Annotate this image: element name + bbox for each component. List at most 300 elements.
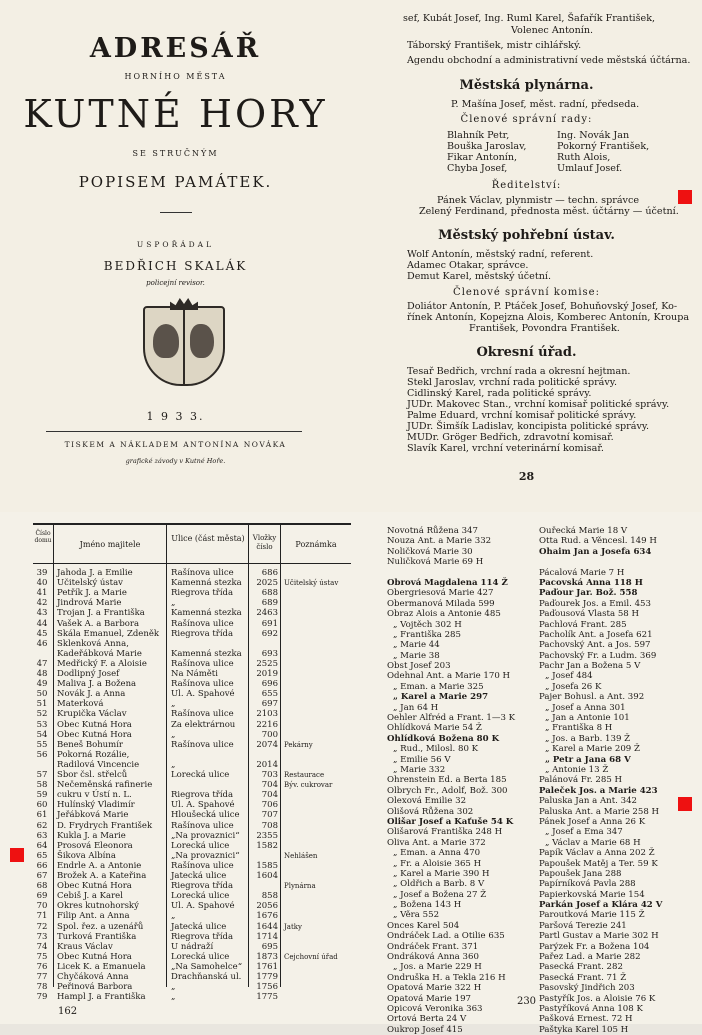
- index-entry: Papierkovská Marie 154: [539, 889, 645, 900]
- cell-house-no: 61: [36, 810, 48, 821]
- cell-deposit: 692: [261, 628, 278, 639]
- column-rule: [166, 525, 167, 987]
- column-rule: [280, 525, 281, 987]
- index-entry: „ Josef a Anna 301: [545, 702, 626, 713]
- index-entry: Nouza Ant. a Marie 332: [387, 536, 492, 547]
- cell-street: Kamenná stezka: [171, 578, 242, 589]
- index-entry: Paroutková Marie 115 Ž: [539, 910, 645, 921]
- title-line-2: HORNÍHO MĚSTA: [124, 72, 227, 81]
- cell-deposit: 704: [261, 790, 278, 801]
- cell-deposit: 700: [261, 729, 278, 740]
- cell-street: Lorecká ulice: [171, 840, 230, 851]
- index-entry: Ohlídková Božena 80 K: [387, 733, 500, 744]
- cell-street: Rašínova ulice: [171, 709, 234, 720]
- index-entry: Ondráček Frant. 371: [387, 941, 479, 952]
- cell-house-no: 49: [36, 679, 48, 690]
- index-entry: Paršová Terezie 241: [539, 920, 627, 931]
- table-rule: [33, 563, 351, 564]
- cell-house-no: 51: [36, 699, 48, 710]
- cell-owner: Kukla J. a Marie: [57, 830, 126, 841]
- cell-street: Ul. A. Spahové: [171, 800, 235, 811]
- header-owner: Jméno majitele: [79, 540, 141, 549]
- member: Pokorný František,: [557, 141, 650, 152]
- year: 1 9 3 3.: [146, 410, 205, 423]
- cell-owner: Beneš Bohumír: [57, 739, 123, 750]
- editor-label: USPOŘÁDAL: [136, 240, 215, 249]
- index-entry: Pastyříková Anna 108 K: [539, 1003, 643, 1014]
- title-line-5: POPISEM PAMÁTEK.: [78, 173, 273, 191]
- cell-deposit: 706: [261, 800, 278, 811]
- cell-street: Hloušecká ulice: [171, 810, 240, 821]
- cell-house-no: 65: [36, 850, 48, 861]
- cell-owner: Medřický F. a Aloisie: [57, 658, 147, 669]
- cell-street: Riegrova třída: [171, 628, 234, 639]
- cell-deposit: 2463: [256, 608, 278, 619]
- page-number: 28: [518, 470, 535, 483]
- section-subtitle: Ředitelství:: [491, 180, 562, 191]
- cell-owner: Spol. řez. a uzenářů: [57, 921, 144, 932]
- index-entry: „ Františka 8 H: [545, 723, 613, 734]
- column-rule: [53, 525, 54, 987]
- cell-street: „: [171, 982, 176, 993]
- cell-deposit: 696: [261, 679, 278, 690]
- cell-street: Rašínova ulice: [171, 739, 234, 750]
- printer: grafické závody v Kutné Hoře.: [125, 457, 226, 465]
- index-entry: Opicová Veronika 363: [387, 1003, 483, 1014]
- index-entry: [387, 568, 515, 578]
- cell-house-no: 77: [36, 972, 48, 982]
- cell-street: Za elektrárnou: [171, 719, 236, 730]
- text-line: Zelený Ferdinand, přednosta měst. účtárny — účetní.: [419, 206, 679, 217]
- index-entry: Parkán Josef a Klára 42 V: [539, 900, 663, 911]
- cell-deposit: 2074: [256, 739, 278, 750]
- text-line: sef, Kubát Josef, Ing. Ruml Karel, Šafařík František,: [403, 13, 656, 24]
- header-house-no: Číslo domu: [34, 530, 52, 544]
- cell-owner: Hampl J. a Františka: [57, 992, 146, 1003]
- cell-street: Jatecká ulice: [171, 871, 227, 881]
- text-line: MUDr. Gröger Bedřich, zdravotní komisař.: [407, 432, 614, 443]
- cell-house-no: 39: [36, 568, 48, 578]
- red-marker: [10, 848, 24, 862]
- cell-owner: Okres kutnohorský: [57, 901, 139, 912]
- cell-note: Restaurace: [284, 771, 325, 779]
- cell-house-no: 59: [36, 790, 48, 801]
- table-rule: [33, 523, 351, 525]
- index-entry: Odehnal Ant. a Marie 170 H: [387, 671, 511, 682]
- cell-house-no: 60: [36, 800, 48, 811]
- cell-deposit: 1644: [256, 921, 278, 932]
- index-entry: „ Vojtěch 302 H: [393, 619, 462, 630]
- title-line-4: SE STRUČNÝM: [132, 149, 219, 158]
- cell-house-no: 53: [36, 719, 48, 730]
- index-entry: Papík Václav a Anna 202 Ž: [539, 848, 655, 859]
- cell-house-no: 44: [36, 618, 48, 629]
- index-entry: Pajer Bohusl. a Ant. 392: [539, 692, 645, 703]
- index-entry: Pasecká Frant. 282: [539, 962, 623, 973]
- publisher: TISKEM A NÁKLADEM ANTONÍNA NOVÁKA: [64, 440, 287, 449]
- index-entry: „ Rud., Milosl. 80 K: [393, 744, 479, 755]
- red-marker: [678, 190, 692, 204]
- cell-street: Kamenná stezka: [171, 608, 242, 619]
- index-entry: Papoušek Jana 288: [539, 868, 622, 879]
- cell-street: Riegrova třída: [171, 881, 234, 892]
- index-entry: „ Karel a Marie 209 Ž: [545, 744, 640, 755]
- section-subtitle: Členové správní rady:: [460, 114, 593, 125]
- index-entry: Partl Gustav a Marie 302 H: [539, 931, 659, 942]
- cell-house-no: 47: [36, 658, 48, 669]
- cell-house-no: 63: [36, 830, 48, 841]
- cell-deposit: 2019: [256, 669, 278, 679]
- cell-owner: Brožek A. a Kateřina: [57, 871, 147, 881]
- member: Umlauf Josef.: [557, 163, 623, 174]
- cell-house-no: 67: [36, 871, 48, 881]
- cell-deposit: 858: [261, 891, 278, 902]
- text-line: Stekl Jaroslav, vrchní rada politické správy.: [407, 377, 618, 388]
- index-entry: Ondráček Lad. a Otilie 635: [387, 931, 505, 942]
- cell-street: Riegrova třída: [171, 931, 234, 942]
- index-entry: Pachr Jan a Božena 5 V: [539, 661, 641, 672]
- cell-street: Na Náměti: [171, 669, 218, 679]
- cell-street: Rašínova ulice: [171, 568, 234, 578]
- index-entry: Opatová Marie 322 H: [387, 983, 482, 994]
- cell-house-no: 48: [36, 669, 48, 679]
- index-entry: Opatová Marie 197: [387, 993, 472, 1004]
- cell-house-no: 57: [36, 770, 48, 780]
- cell-owner: Vašek A. a Barbora: [57, 618, 140, 629]
- member: Chyba Josef,: [447, 163, 508, 174]
- cell-street: Drachňanská ul.: [171, 972, 242, 982]
- cell-street: „: [171, 992, 176, 1003]
- index-entry: „ Božena 143 H: [393, 900, 462, 911]
- index-entry: Obst Josef 203: [387, 661, 451, 672]
- index-entry: Paďousová Vlasta 58 H: [539, 609, 639, 620]
- cell-house-no: 52: [36, 709, 48, 720]
- cell-owner: Dodlipný Josef: [57, 669, 120, 679]
- cell-deposit: 2525: [256, 658, 278, 669]
- title-line-1: ADRESÁŘ: [89, 33, 262, 64]
- cell-note: Nehlášen: [284, 851, 318, 860]
- index-entry: „ Josef 484: [545, 671, 593, 682]
- index-entry: Pasecká Frant. 71 Ž: [539, 972, 627, 983]
- index-entry: Obraz Alois a Antonie 485: [387, 609, 501, 620]
- index-entry: Pacovská Anna 118 H: [539, 577, 643, 588]
- index-entry: „ Fr. a Aloisie 365 H: [393, 858, 482, 869]
- index-entry: Pachlová Frant. 285: [539, 619, 627, 630]
- cell-house-no: 70: [36, 901, 48, 912]
- cell-note: Učitelský ústav: [284, 579, 339, 588]
- cell-owner: Petřík J. a Marie: [57, 588, 127, 599]
- cell-street: Jatecká ulice: [171, 921, 227, 932]
- cell-owner: Filip Ant. a Anna: [57, 911, 130, 922]
- text-line: Cidlinský Karel, rada politické správy.: [407, 388, 592, 399]
- cell-street: Kamenná stezka: [171, 648, 242, 659]
- member: Ruth Alois,: [557, 152, 611, 163]
- index-entry: Ohrenstein Ed. a Berta 185: [387, 775, 507, 786]
- cell-house-no: 46: [36, 638, 48, 649]
- directory-text-page: [351, 0, 702, 512]
- cell-note: Pekárny: [284, 740, 313, 749]
- index-entry: Oliva Ant. a Marie 372: [387, 837, 486, 848]
- header-note: Poznámka: [295, 540, 337, 549]
- index-entry: „ Emilie 56 V: [393, 754, 451, 765]
- cell-street: „: [171, 759, 176, 770]
- member: Ing. Novák Jan: [557, 130, 630, 141]
- cell-street: Lorecká ulice: [171, 951, 230, 962]
- index-entry: Noličková Marie 30: [387, 546, 473, 557]
- cell-deposit: 691: [261, 618, 278, 629]
- cell-owner: Pokorná Rozálie,: [57, 749, 130, 760]
- index-column-2: [539, 526, 662, 1035]
- cell-house-no: 62: [36, 820, 48, 831]
- index-entry: Papírníková Pavla 288: [539, 879, 636, 890]
- index-entry: Oehler Alfréd a Frant. 1—3 K: [387, 713, 516, 724]
- index-entry: „ Oldřich a Barb. 8 V: [393, 879, 485, 890]
- index-entry: Ohaim Jan a Josefa 634: [539, 546, 652, 557]
- index-entry: „ Jan a Antonie 101: [545, 713, 630, 724]
- index-entry: Pánek Josef a Anna 26 K: [539, 816, 646, 827]
- text-line: Tesař Bedřich, vrchní rada a okresní hejtman.: [407, 366, 631, 377]
- cell-owner: Obec Kutná Hora: [57, 881, 132, 892]
- text-line: Slavík Karel, vrchní veterinární komisař.: [407, 443, 604, 454]
- name-index-page: [351, 512, 702, 1035]
- cell-house-no: 41: [36, 588, 48, 599]
- index-entry: „ Věra 552: [393, 910, 440, 921]
- cell-deposit: 707: [261, 810, 278, 821]
- index-entry: Nuličková Marie 69 H: [387, 557, 484, 568]
- index-column-1: [387, 526, 515, 1035]
- index-entry: Otta Rud. a Věncesl. 149 H: [539, 536, 657, 547]
- cell-deposit: 686: [261, 568, 278, 578]
- cell-deposit: 2025: [256, 578, 278, 589]
- index-entry: Onces Karel 504: [387, 920, 460, 931]
- index-entry: Oukrop Josef 415: [387, 1024, 463, 1035]
- cell-street: Rašínova ulice: [171, 658, 234, 669]
- editor-name: BEDŘICH SKALÁK: [103, 259, 248, 273]
- cell-street: „: [171, 729, 176, 740]
- index-entry: „ Marie 44: [393, 640, 440, 651]
- index-entry: Olbrych Fr., Adolf, Bož. 300: [387, 785, 508, 796]
- index-entry: „ Františka 285: [393, 629, 461, 640]
- text-line: Palme Eduard, vrchní komisař politické správy.: [407, 410, 637, 421]
- cell-street: „Na provaznici“: [171, 830, 240, 841]
- cell-street: Lorecká ulice: [171, 770, 230, 780]
- cell-deposit: 1585: [256, 860, 278, 871]
- index-entry: „ Josef a Božena 27 Ž: [393, 889, 487, 900]
- cell-owner: Šikova Albína: [57, 850, 116, 861]
- text-line: JUDr. Šimšík Ladislav, koncipista politické správy.: [407, 421, 650, 432]
- cell-house-no: 78: [36, 982, 48, 993]
- index-entry: Ondruška H. a Tekla 216 H: [387, 972, 506, 983]
- page-number: 230: [516, 996, 537, 1007]
- cell-house-no: 54: [36, 729, 48, 740]
- cell-note: Cejchovní úřad: [284, 952, 338, 961]
- cell-house-no: 79: [36, 992, 48, 1003]
- index-entry: Palánová Fr. 285 H: [539, 775, 623, 786]
- divider: [160, 212, 192, 213]
- index-entry: Papoušek Matěj a Ter. 59 K: [539, 858, 658, 869]
- index-entry: Obrová Magdalena 114 Ž: [387, 577, 508, 588]
- cell-deposit: 1756: [256, 982, 278, 993]
- cell-street: Riegrova třída: [171, 588, 234, 599]
- cell-house-no: 43: [36, 608, 48, 619]
- index-entry: Olišarová Františka 248 H: [387, 827, 503, 838]
- cell-owner: Licek K. a Emanuela: [57, 961, 146, 972]
- index-entry: „ Václav a Marie 68 H: [545, 837, 641, 848]
- index-entry: Pachovský Fr. a Ludm. 369: [539, 650, 657, 661]
- index-entry: Paďour Jar. Bož. 558: [539, 588, 638, 599]
- cell-street: Rašínova ulice: [171, 618, 234, 629]
- cell-owner: Trojan J. a Františka: [57, 608, 145, 619]
- cell-house-no: 50: [36, 689, 48, 700]
- cell-house-no: 66: [36, 860, 48, 871]
- index-entry: Ondráková Anna 360: [387, 952, 479, 963]
- cell-street: Rašínova ulice: [171, 860, 234, 871]
- rule: [46, 431, 302, 432]
- index-entry: „ Marie 332: [393, 764, 446, 775]
- index-entry: „ Jos. a Marie 229 H: [393, 962, 482, 973]
- cell-deposit: 1779: [256, 972, 278, 982]
- section-title: Městský pohřební ústav.: [438, 228, 615, 243]
- text-line: Pánek Václav, plynmistr — techn. správce: [437, 195, 640, 206]
- index-entry: „ Marie 38: [393, 650, 440, 661]
- cell-owner: Sbor čsl. střelců: [57, 770, 128, 780]
- cell-street: „: [171, 911, 176, 922]
- cell-house-no: 64: [36, 840, 48, 851]
- cell-owner: Chyčáková Anna: [57, 972, 129, 982]
- index-entry: Pastyřík Jos. a Aloisie 76 K: [539, 993, 656, 1004]
- cell-owner: Radilová Vincencie: [57, 759, 140, 770]
- text-line: Doliátor Antonín, P. Ptáček Josef, Bohuňovský Josef, Ko-: [407, 301, 678, 312]
- cell-house-no: 74: [36, 941, 48, 952]
- cell-house-no: 68: [36, 881, 48, 892]
- cell-house-no: 73: [36, 931, 48, 942]
- index-entry: „ Eman. a Marie 325: [393, 681, 484, 692]
- member: Blahník Petr,: [447, 130, 510, 141]
- text-line: Volenec Antonín.: [511, 25, 594, 36]
- index-entry: [539, 557, 662, 567]
- member: Fikar Antonín,: [447, 152, 518, 163]
- cell-owner: D. Frydrych František: [57, 820, 153, 831]
- cell-house-no: 76: [36, 961, 48, 972]
- text-line: Demut Karel, městský účetní.: [407, 271, 552, 282]
- header-street: Ulice (část města): [171, 534, 245, 543]
- red-marker: [678, 797, 692, 811]
- title-line-3: KUTNÉ HORY: [23, 92, 328, 136]
- cell-deposit: 1761: [256, 961, 278, 972]
- text-line: Táborský František, mistr cihlářský.: [407, 40, 582, 51]
- cell-house-no: 58: [36, 780, 48, 791]
- cell-house-no: 71: [36, 911, 48, 922]
- index-entry: „ Jos. a Barb. 139 Ž: [545, 733, 631, 744]
- section-title: Městská plynárna.: [459, 78, 594, 93]
- cell-owner: Jeřábková Marie: [57, 810, 129, 821]
- cell-owner: Jindrová Marie: [57, 598, 122, 609]
- text-line: Agendu obchodní a administrativní vede městská účtárna.: [407, 55, 691, 66]
- cell-street: Riegrova třída: [171, 790, 234, 801]
- cell-house-no: 45: [36, 628, 48, 639]
- index-entry: Pácalová Marie 7 H: [539, 567, 625, 578]
- cell-deposit: 2216: [256, 719, 278, 730]
- cell-deposit: 2056: [256, 901, 278, 912]
- cell-deposit: 1604: [256, 871, 278, 881]
- index-entry: Olexová Emilie 32: [387, 796, 467, 807]
- text-line: řínek Antonín, Kopejzna Alois, Komberec Antonín, Kroupa: [407, 312, 690, 323]
- cell-owner: Turková Františka: [57, 931, 137, 942]
- cell-owner: cukru v Ústí n. L.: [57, 790, 132, 801]
- cell-owner: Cebiš J. a Karel: [57, 891, 123, 902]
- index-entry: Paluska Jan a Ant. 342: [539, 796, 638, 807]
- cell-street: Ul. A. Spahové: [171, 901, 235, 912]
- cell-street: Rašínova ulice: [171, 679, 234, 690]
- cell-street: „Na Samohelce“: [171, 961, 243, 972]
- section-subtitle: Členové správní komise:: [453, 287, 600, 298]
- index-entry: Pařez Lad. a Marie 282: [539, 952, 641, 963]
- cell-deposit: 703: [261, 770, 278, 780]
- index-entry: Olišová Růžena 302: [387, 806, 474, 817]
- cell-note: Plynárna: [284, 882, 316, 891]
- cell-owner: Učitelský ústav: [57, 578, 123, 589]
- cell-deposit: 1676: [256, 911, 278, 922]
- index-entry: Paštyka Karel 105 H: [539, 1024, 629, 1035]
- section-title: Okresní úřad.: [476, 345, 577, 360]
- cell-owner: Obec Kutná Hora: [57, 951, 132, 962]
- cell-note: Jatky: [284, 922, 302, 931]
- house-table-page: [0, 512, 351, 1024]
- text-line: P. Mašína Josef, měst. radní, předseda.: [451, 99, 640, 110]
- cell-deposit: 2355: [256, 830, 278, 841]
- index-entry: Pacholík Ant. a Josefa 621: [539, 629, 653, 640]
- index-entry: „ Josefa 26 K: [545, 681, 602, 692]
- index-entry: „ Jan 64 H: [393, 702, 439, 713]
- cell-house-no: 55: [36, 739, 48, 750]
- index-entry: Paďourek Jos. a Emil. 453: [539, 598, 651, 609]
- index-entry: „ Eman. a Anna 470: [393, 848, 481, 859]
- index-entry: „ Karel a Marie 297: [393, 692, 489, 703]
- index-entry: Paleček Jos. a Marie 423: [539, 785, 658, 796]
- cell-deposit: 708: [261, 820, 278, 831]
- cell-owner: Skála Emanuel, Zdeněk: [57, 628, 159, 639]
- cell-deposit: 688: [261, 588, 278, 599]
- cell-street: „Na provaznici“: [171, 850, 240, 861]
- index-entry: „ Petr a Jana 68 V: [545, 754, 631, 765]
- index-entry: Parýzek Fr. a Božena 104: [539, 941, 650, 952]
- cell-owner: Novák J. a Anna: [57, 689, 126, 700]
- cell-street: Rašínova ulice: [171, 820, 234, 831]
- cell-house-no: 40: [36, 578, 48, 589]
- editor-role: policejní revisor.: [146, 279, 205, 287]
- cell-deposit: 689: [261, 598, 278, 609]
- coat-of-arms-icon: [143, 306, 225, 386]
- cell-owner: Jahoda J. a Emilie: [57, 568, 133, 578]
- text-line: František, Povondra František.: [469, 323, 620, 334]
- text-line: JUDr. Makovec Stan., vrchní komisař politické správy.: [407, 399, 670, 410]
- index-entry: Ouřecká Marie 18 V: [539, 526, 628, 536]
- cell-owner: Sklenková Anna,: [57, 638, 129, 649]
- index-entry: Pachovský Ant. a Jos. 597: [539, 640, 651, 651]
- index-entry: Novotná Růžena 347: [387, 526, 478, 536]
- index-entry: Obermanová Milada 599: [387, 598, 495, 609]
- cell-deposit: 693: [261, 648, 278, 659]
- cell-deposit: 2103: [256, 709, 278, 720]
- cell-house-no: 42: [36, 598, 48, 609]
- index-entry: Pasovský Jindřich 203: [539, 983, 635, 994]
- index-entry: Obergriesová Marie 427: [387, 588, 494, 599]
- cell-owner: Endrle A. a Antonie: [57, 860, 142, 871]
- cell-deposit: 697: [261, 699, 278, 710]
- cell-owner: Kraus Václav: [57, 941, 113, 952]
- cell-street: Ul. A. Spahové: [171, 689, 235, 700]
- header-deposit: Vložky číslo: [252, 534, 277, 551]
